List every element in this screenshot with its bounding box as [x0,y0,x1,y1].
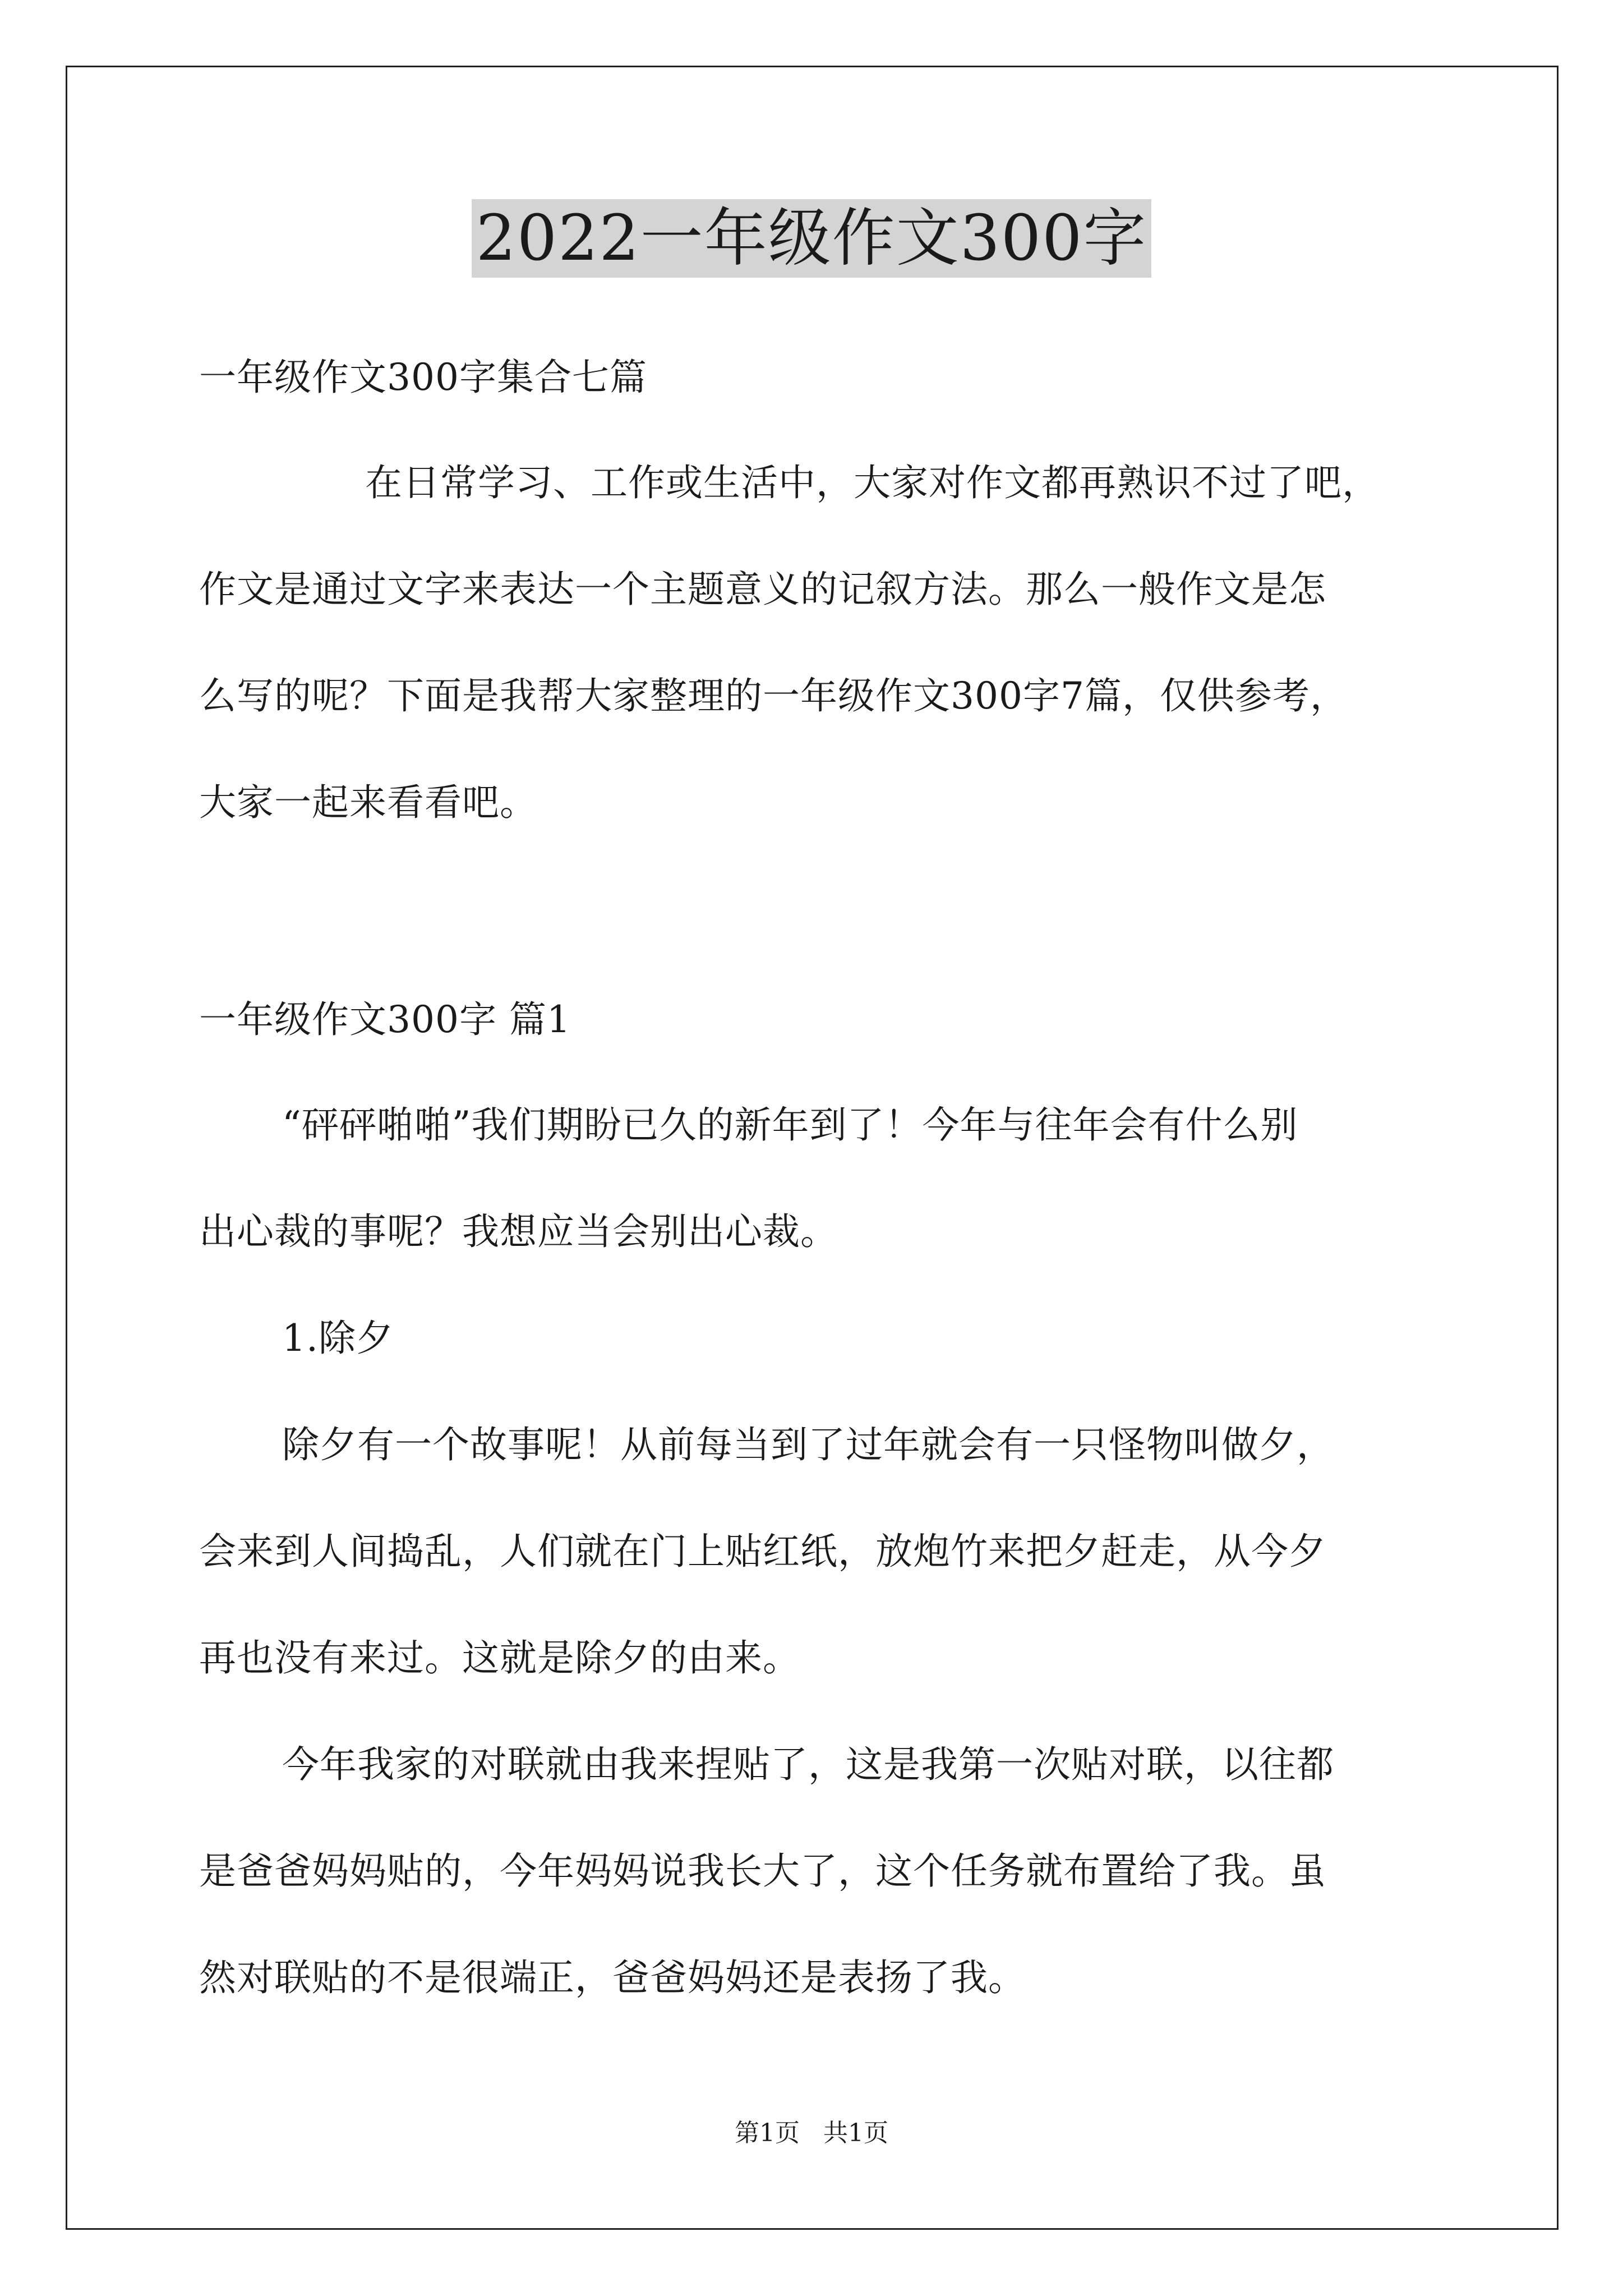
paragraph3-line-1: 今年我家的对联就由我来捏贴了，这是我第一次贴对联，以往都 [282,1743,1334,1786]
paragraph1-line-1: “砰砰啪啪”我们期盼已久的新年到了！今年与往年会有什么别 [282,1103,1298,1147]
title-container [0,199,1623,278]
document-subtitle: 一年级作文300字集合七篇 [199,356,647,399]
page-footer: 第1页 共1页 [735,2119,888,2147]
document-title: 2022一年级作文300字 [472,199,1152,278]
intro-line-2: 作文是通过文字来表达一个主题意义的记叙方法。那么一般作文是怎 [199,568,1326,611]
paragraph2-line-1: 除夕有一个故事呢！从前每当到了过年就会有一只怪物叫做夕， [282,1423,1334,1466]
paragraph2-line-3: 再也没有来过。这就是除夕的由来。 [199,1636,800,1680]
paragraph2-line-2: 会来到人间捣乱，人们就在门上贴红纸，放炮竹来把夕赶走，从今夕 [199,1530,1326,1573]
intro-line-4: 大家一起来看看吧。 [199,781,537,824]
intro-line-1: 在日常学习、工作或生活中，大家对作文都再熟识不过了吧， [365,461,1380,504]
intro-line-3: 么写的呢？下面是我帮大家整理的一年级作文300字7篇，仅供参考， [199,674,1348,717]
paragraph3-line-2: 是爸爸妈妈贴的，今年妈妈说我长大了，这个任务就布置给了我。虽 [199,1849,1326,1893]
paragraph3-line-3: 然对联贴的不是很端正，爸爸妈妈还是表扬了我。 [199,1956,1026,1999]
paragraph1-line-2: 出心裁的事呢？我想应当会别出心裁。 [199,1210,838,1253]
list-item-chuxi: 1.除夕 [282,1317,394,1360]
section-heading: 一年级作文300字 篇1 [199,998,571,1041]
